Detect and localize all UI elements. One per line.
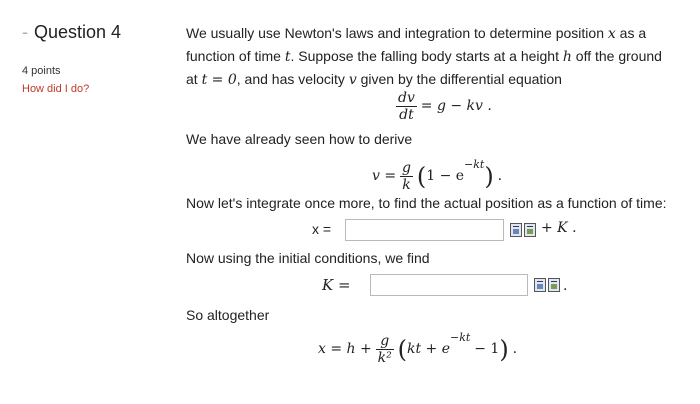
plus-k: + K . — [541, 220, 577, 236]
question-body — [186, 22, 696, 91]
k-answer-input[interactable] — [370, 274, 528, 296]
velocity-equation: v = $\frac{g}{k}$ $(1 - e^{-kt})$ . — [372, 158, 503, 193]
initial-conditions-text: Now using the initial conditions, we find — [186, 250, 430, 266]
equation-editor-icon[interactable] — [510, 223, 522, 237]
collapse-dash-icon[interactable]: - — [22, 22, 28, 42]
derive-text: We have already seen how to derive — [186, 131, 413, 147]
points-label: 4 points — [22, 65, 61, 77]
preview-icon[interactable] — [524, 223, 536, 237]
final-position-equation: x = h + $\frac{g}{\text{k²}}$ $(kt + e^{-kt} - 1)$ . — [318, 331, 518, 366]
x-equals-label: x = — [312, 221, 332, 237]
question-header — [22, 22, 121, 43]
preview-icon[interactable] — [548, 278, 560, 292]
intro-line-1: We usually use Newton's laws and integration to determine position x as a — [186, 25, 647, 42]
intro-line-3: at t = 0, and has velocity v given by the differential equation — [186, 71, 562, 88]
k-period: . — [563, 278, 568, 294]
equation-editor-icon[interactable] — [534, 278, 546, 292]
integrate-text: Now let's integrate once more, to find the actual position as a function of time: — [186, 195, 667, 211]
intro-line-2: function of time t. Suppose the falling body starts at a height h off the ground — [186, 48, 662, 65]
x-answer-input[interactable] — [345, 219, 504, 241]
how-did-i-do-link[interactable]: How did I do? — [22, 83, 90, 95]
differential-equation: $\frac{dv}{dt}$ = g − kv . — [398, 90, 492, 123]
altogether-text: So altogether — [186, 307, 270, 323]
question-title: - Question 4 — [22, 22, 122, 42]
k-equals-label: K = — [322, 276, 351, 294]
